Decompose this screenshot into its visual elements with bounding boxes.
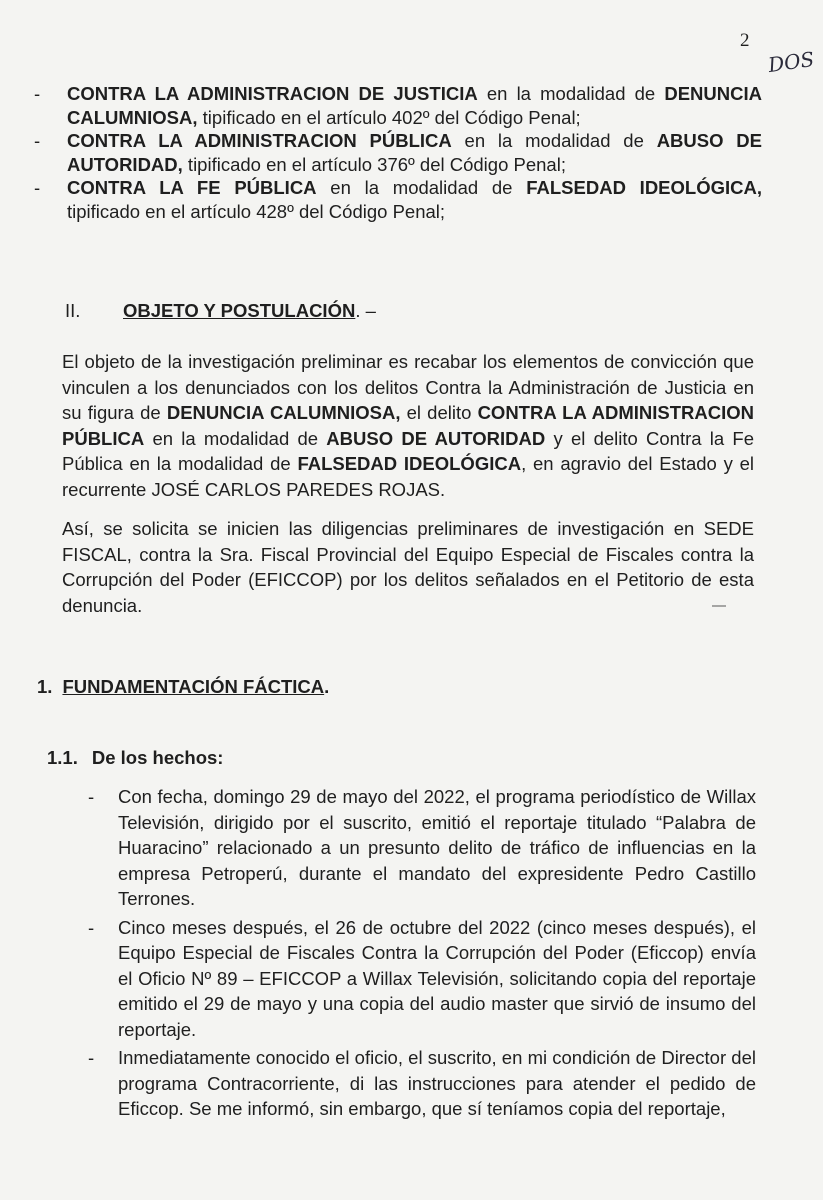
charge-article: tipificado en el artículo 428º del Código Penal; bbox=[67, 200, 446, 222]
facts-list bbox=[88, 784, 756, 1125]
charge-article: tipificado en el artículo 402º del Código Penal; bbox=[197, 106, 581, 128]
object-paragraph bbox=[62, 349, 754, 502]
section-1-heading bbox=[37, 676, 329, 698]
fact-text: Cinco meses después, el 26 de octubre del 2022 (cinco meses después), el Equipo Especial de Fiscales Contra la Corrupción del Poder (Eficcop) envía el Oficio Nº 89 – EFICCOP a Willax Televisión, solicitando copia del reportaje emitido el 29 de mayo y una copia del audio master que sirvió de insumo del reportaje. bbox=[118, 916, 756, 1040]
subsection-number: 1.1. bbox=[47, 747, 78, 768]
scan-mark bbox=[712, 605, 726, 607]
fact-item bbox=[88, 1045, 756, 1122]
subsection-title: De los hechos: bbox=[91, 747, 224, 768]
subsection-1-1-heading bbox=[47, 747, 223, 769]
para-bold: DENUNCIA CALUMNIOSA, bbox=[166, 402, 401, 423]
charge-crime: CONTRA LA ADMINISTRACION DE JUSTICIA bbox=[67, 83, 478, 104]
charge-article: tipificado en el artículo 376º del Código Penal; bbox=[182, 153, 566, 175]
charge-crime: CONTRA LA FE PÚBLICA bbox=[67, 177, 317, 198]
charge-connector: en la modalidad de bbox=[451, 130, 657, 151]
fact-item bbox=[88, 915, 756, 1043]
section-ii-heading bbox=[65, 300, 376, 322]
section-suffix: . – bbox=[355, 300, 376, 321]
section-title: FUNDAMENTACIÓN FÁCTICA bbox=[62, 676, 325, 697]
section-number: 1. bbox=[37, 676, 53, 697]
charge-connector: en la modalidad de bbox=[477, 83, 665, 104]
bullet-dash: - bbox=[88, 916, 95, 938]
fact-item bbox=[88, 784, 756, 912]
section-number: II. bbox=[65, 300, 81, 321]
section-title: OBJETO Y POSTULACIÓN bbox=[123, 300, 356, 321]
fact-text: Con fecha, domingo 29 de mayo del 2022, el programa periodístico de Willax Televisión, dirigido por el suscrito, emitió el reportaje titulado “Palabra de Huaracino” relacionado a un presunto delito de tráfico de influencias en la empresa Petroperú, durante el mandato del expresidente Pedro Castillo Terrones. bbox=[118, 786, 756, 909]
bullet-dash: - bbox=[34, 177, 41, 198]
charge-crime: CONTRA LA ADMINISTRACION PÚBLICA bbox=[67, 130, 452, 151]
charges-list bbox=[32, 82, 762, 223]
fact-text: Inmediatamente conocido el oficio, el suscrito, en mi condición de Director del programa Contracorriente, di las instrucciones para atender el pedido de Eficcop. Se me informó, sin embargo, que sí teníamos copia del reportaje, bbox=[118, 1047, 756, 1119]
para-bold: ABUSO DE AUTORIDAD bbox=[326, 427, 546, 449]
para-text: , en agravio del Estado y el recurrente JOSÉ CARLOS PAREDES ROJAS. bbox=[62, 453, 755, 500]
para-bold: FALSEDAD IDEOLÓGICA bbox=[297, 453, 522, 474]
para-text: el delito bbox=[400, 402, 478, 423]
charge-item bbox=[32, 82, 762, 129]
para-text: en la modalidad de bbox=[144, 427, 327, 449]
para-bold: CONTRA LA ADMINISTRACION PÚBLICA bbox=[62, 402, 754, 449]
charge-modality: FALSEDAD IDEOLÓGICA, bbox=[526, 177, 762, 198]
bullet-dash: - bbox=[88, 1047, 95, 1068]
bullet-dash: - bbox=[34, 83, 41, 104]
request-paragraph: Así, se solicita se inicien las diligencias preliminares de investigación en SEDE FISCAL, contra la Sra. Fiscal Provincial del Equipo Especial de Fiscales contra la Corrupción del Poder (EFICCOP) por los delitos señalados en el Petitorio de esta denuncia. bbox=[62, 518, 754, 616]
charge-connector: en la modalidad de bbox=[316, 177, 527, 198]
charge-modality: DENUNCIA CALUMNIOSA, bbox=[67, 83, 762, 128]
charge-modality: ABUSO DE AUTORIDAD, bbox=[67, 130, 762, 175]
section-suffix: . bbox=[324, 676, 330, 697]
bullet-dash: - bbox=[88, 786, 95, 807]
handwritten-page-note: DOS bbox=[766, 46, 816, 78]
charge-item bbox=[32, 176, 762, 223]
page-number: 2 bbox=[740, 30, 750, 51]
bullet-dash: - bbox=[34, 130, 41, 151]
para-text: y el delito Contra la Fe Pública en la modalidad de bbox=[62, 427, 754, 474]
charge-item bbox=[32, 129, 762, 176]
para-text: El objeto de la investigación preliminar es recabar los elementos de convicción que vinculen a los denunciados con los delitos Contra la Administración de Justicia en su figura de bbox=[62, 351, 754, 423]
